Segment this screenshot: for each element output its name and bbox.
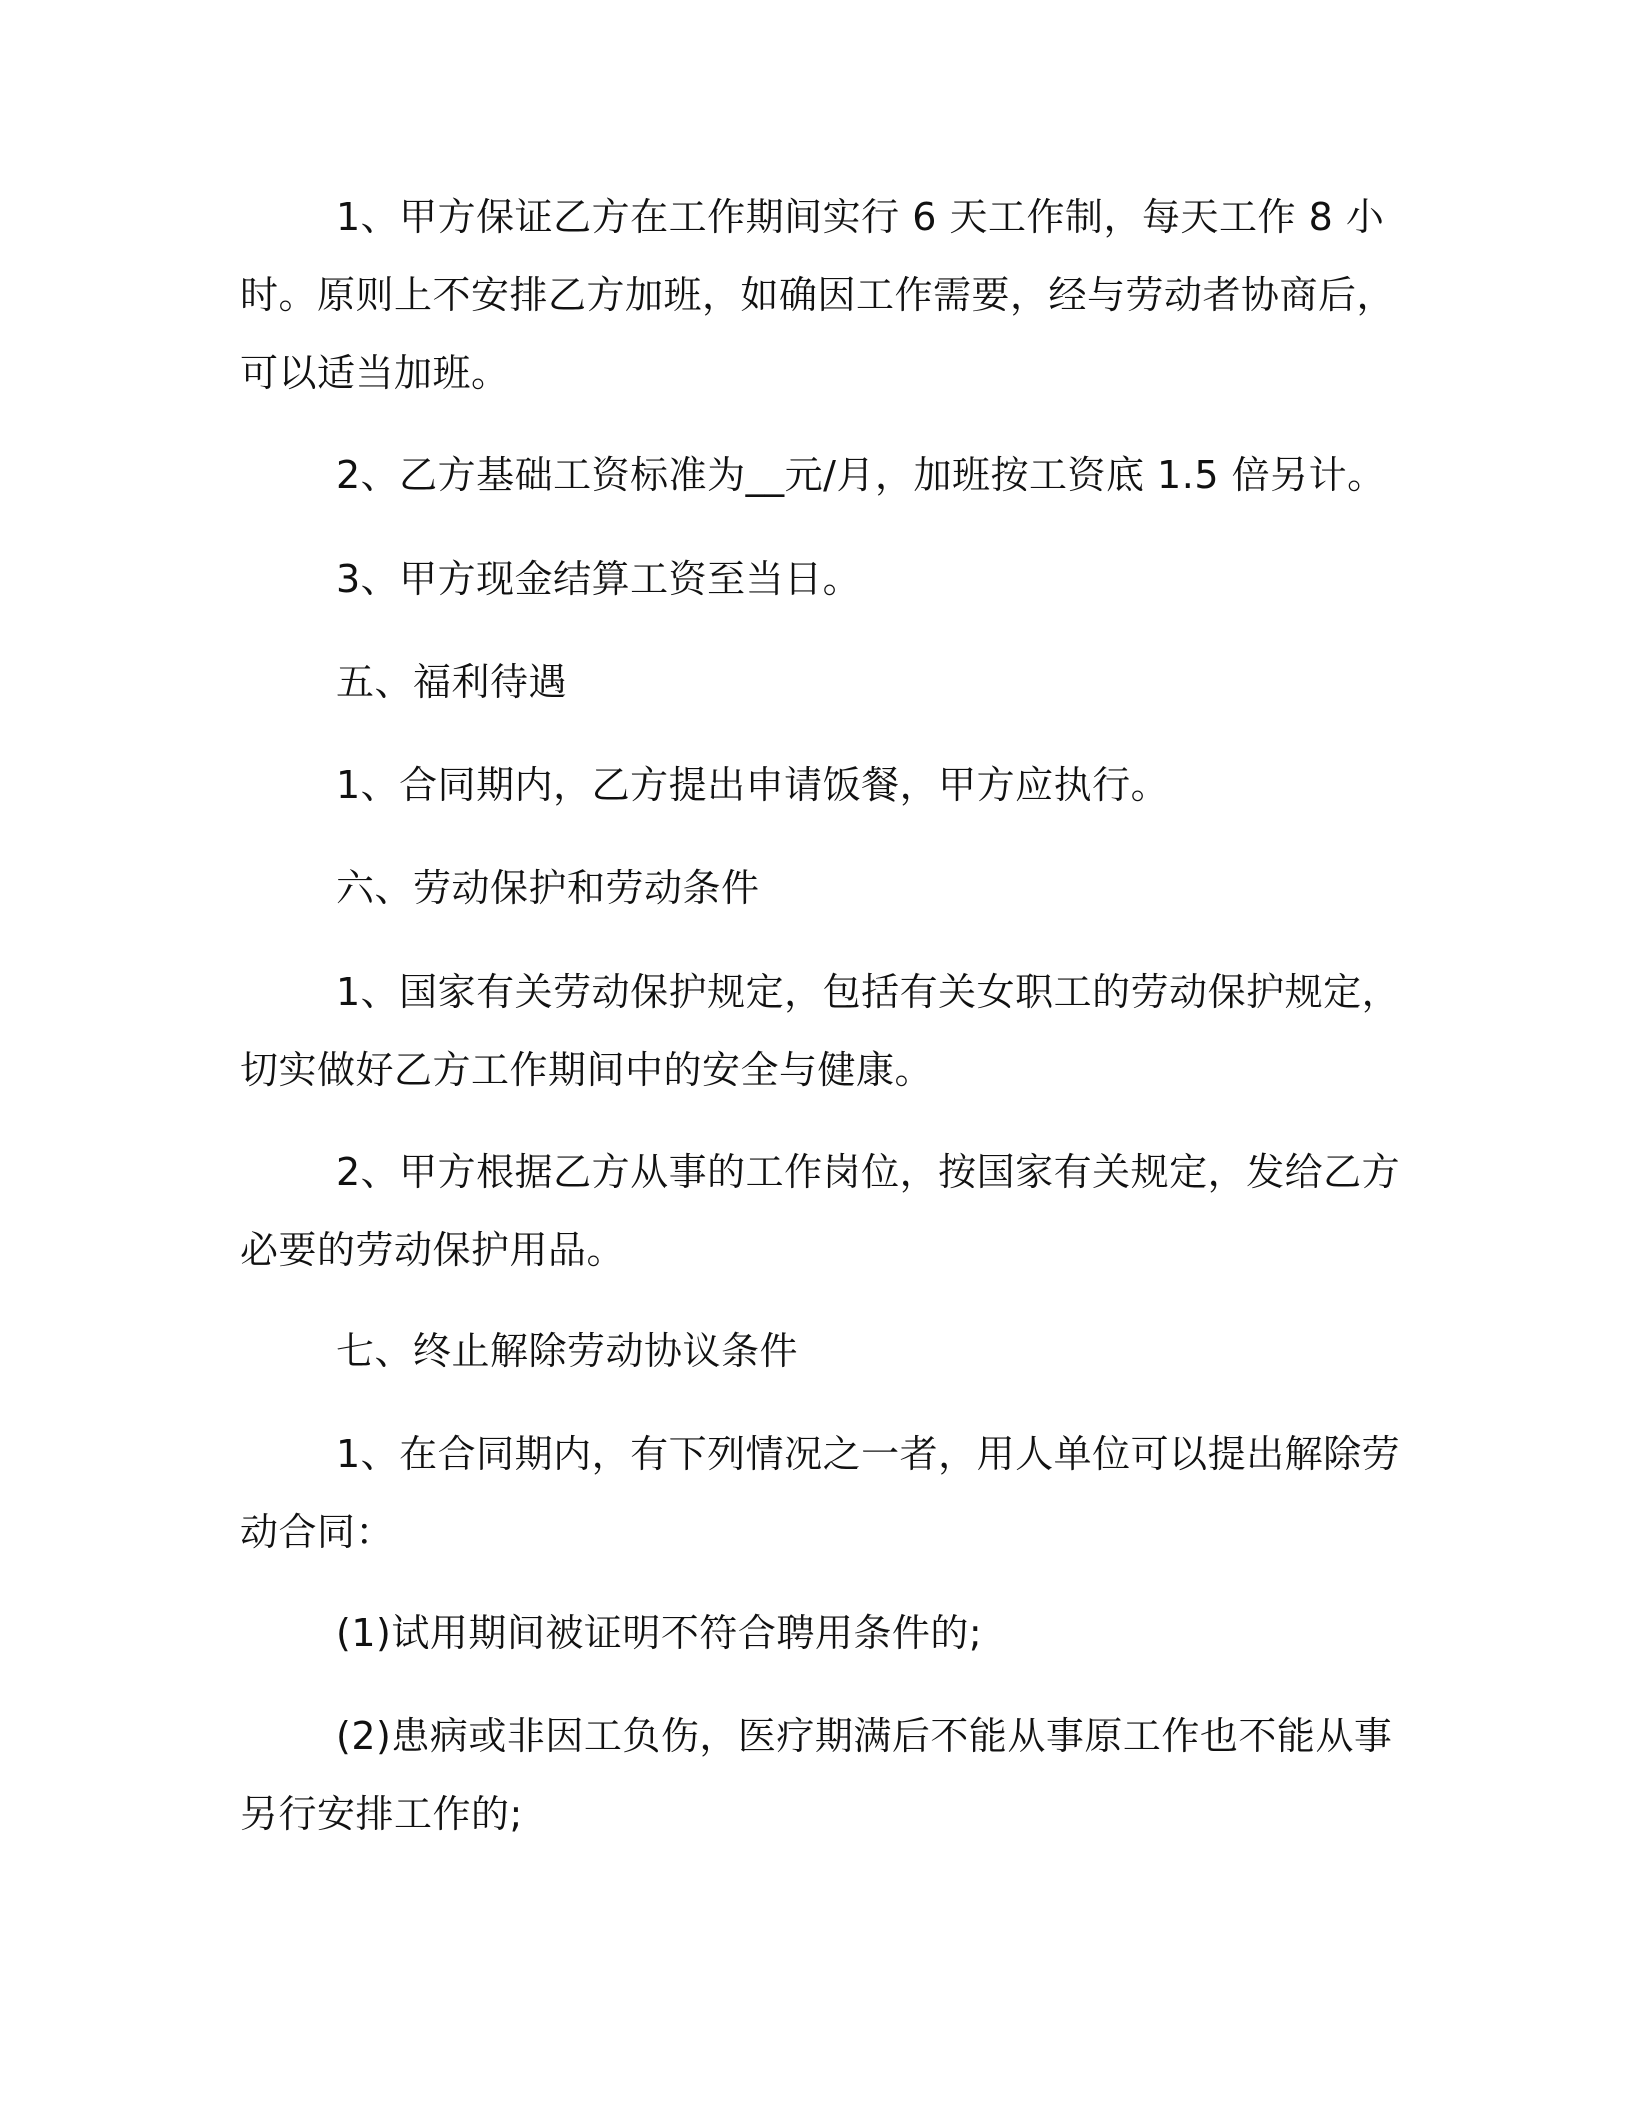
paragraph-protection-rules: 1、国家有关劳动保护规定，包括有关女职工的劳动保护规定，切实做好乙方工作期间中的安全与健康。 [240,970,1401,1092]
section-heading-labor-protection: 六、劳动保护和劳动条件 [336,866,760,910]
section-heading-welfare: 五、福利待遇 [336,660,568,704]
paragraph-termination-conditions: 1、在合同期内，有下列情况之一者，用人单位可以提出解除劳动合同： [240,1432,1401,1554]
section-heading-termination: 七、终止解除劳动协议条件 [336,1329,799,1373]
paragraph-work-hours: 1、甲方保证乙方在工作期间实行 6 天工作制，每天工作 8 小时。原则上不安排乙方加班，如确因工作需要，经与劳动者协商后，可以适当加班。 [240,195,1396,395]
list-item-illness: (2)患病或非因工负伤，医疗期满后不能从事原工作也不能从事另行安排工作的; [240,1714,1393,1836]
paragraph-salary-settlement: 3、甲方现金结算工资至当日。 [336,557,862,601]
paragraph-meal: 1、合同期内，乙方提出申请饭餐，甲方应执行。 [336,763,1170,807]
list-item-probation: (1)试用期间被证明不符合聘用条件的; [336,1611,983,1655]
paragraph-base-salary: 2、乙方基础工资标准为__元/月，加班按工资底 1.5 倍另计。 [336,453,1386,497]
paragraph-protection-supplies: 2、甲方根据乙方从事的工作岗位，按国家有关规定，发给乙方必要的劳动保护用品。 [240,1150,1401,1272]
